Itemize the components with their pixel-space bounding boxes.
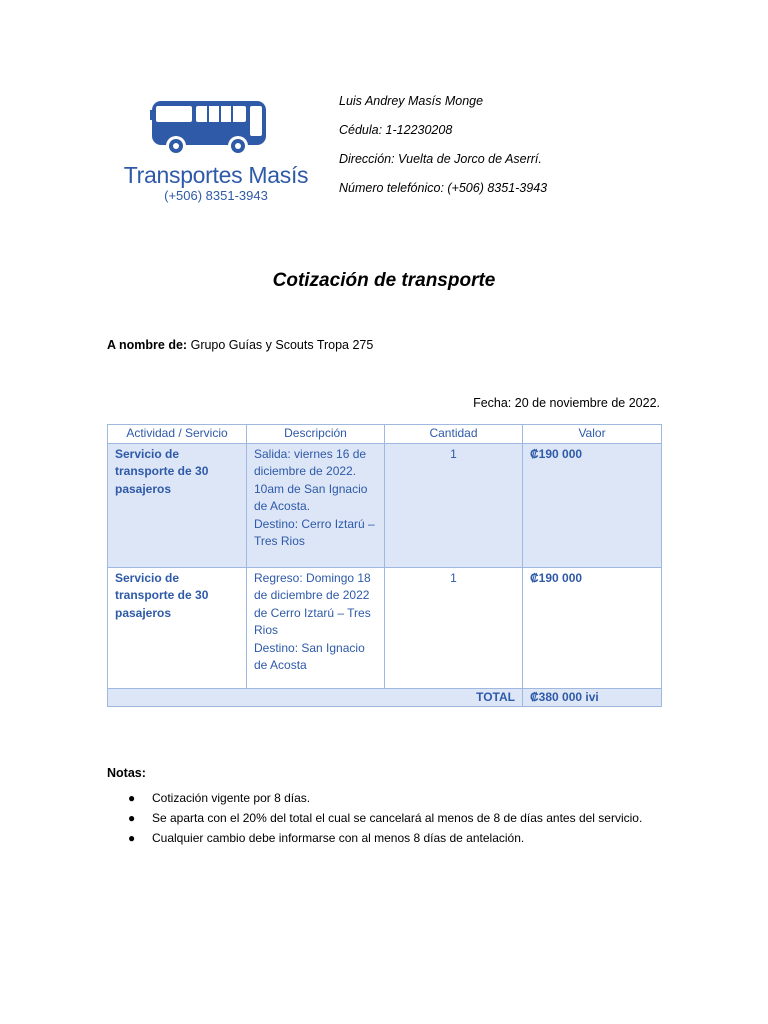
total-row — [108, 688, 662, 707]
total-value: ₡380 000 ivi — [523, 688, 662, 707]
document-title: Cotización de transporte — [272, 270, 496, 291]
activity-cell: Servicio de transporte de 30 pasajeros — [108, 567, 247, 688]
description-line: Destino: Cerro Iztarú – Tres Rios — [254, 516, 375, 548]
column-header: Descripción — [247, 425, 385, 444]
table-row — [108, 443, 662, 567]
quote-date: Fecha: 20 de noviembre de 2022. — [473, 396, 660, 410]
value-cell: ₡190 000 — [523, 443, 662, 567]
contact-cedula: Cédula: 1-12230208 — [339, 123, 453, 137]
contact-info — [339, 93, 547, 209]
notes-list — [107, 788, 642, 848]
table-row — [108, 567, 662, 688]
bus-icon — [150, 98, 270, 160]
quantity-cell: 1 — [385, 567, 523, 688]
column-header: Actividad / Servicio — [108, 425, 247, 444]
description-cell — [247, 567, 385, 688]
list-item — [107, 828, 642, 848]
total-label: TOTAL — [108, 688, 523, 707]
contact-address: Dirección: Vuelta de Jorco de Aserrí. — [339, 152, 542, 166]
description-cell — [247, 443, 385, 567]
list-item — [107, 808, 642, 828]
client-label: A nombre de: — [107, 338, 188, 352]
brand-phone: (+506) 8351-3943 — [164, 188, 268, 203]
value-cell: ₡190 000 — [523, 567, 662, 688]
bullet-icon: ● — [128, 831, 136, 845]
company-logo — [116, 98, 316, 208]
client-line — [107, 338, 373, 352]
description-line: Salida: viernes 16 de diciembre de 2022. — [254, 446, 367, 478]
list-item — [107, 788, 642, 808]
notes-title: Notas: — [107, 766, 146, 780]
column-header: Valor — [523, 425, 662, 444]
note-text: Cotización vigente por 8 días. — [152, 791, 311, 805]
description-line: Destino: San Ignacio de Acosta — [254, 640, 365, 672]
column-header: Cantidad — [385, 425, 523, 444]
contact-name: Luis Andrey Masís Monge — [339, 94, 484, 108]
brand-name: Transportes Masís — [123, 162, 309, 188]
description-line: Regreso: Domingo 18 de diciembre de 2022 de Cerro Iztarú – Tres Rios — [254, 570, 371, 637]
activity-cell: Servicio de transporte de 30 pasajeros — [108, 443, 247, 567]
quote-table — [107, 424, 662, 707]
client-name: Grupo Guías y Scouts Tropa 275 — [190, 338, 374, 352]
contact-phone: Número telefónico: (+506) 8351-3943 — [339, 181, 548, 195]
bullet-icon: ● — [128, 791, 136, 805]
table-header-row — [108, 425, 662, 444]
quantity-cell: 1 — [385, 443, 523, 567]
note-text: Se aparta con el 20% del total el cual se cancelará al menos de 8 de días antes del servicio. — [152, 811, 643, 825]
note-text: Cualquier cambio debe informarse con al menos 8 días de antelación. — [152, 831, 525, 845]
description-line: 10am de San Ignacio de Acosta. — [254, 481, 368, 513]
bullet-icon: ● — [128, 811, 136, 825]
